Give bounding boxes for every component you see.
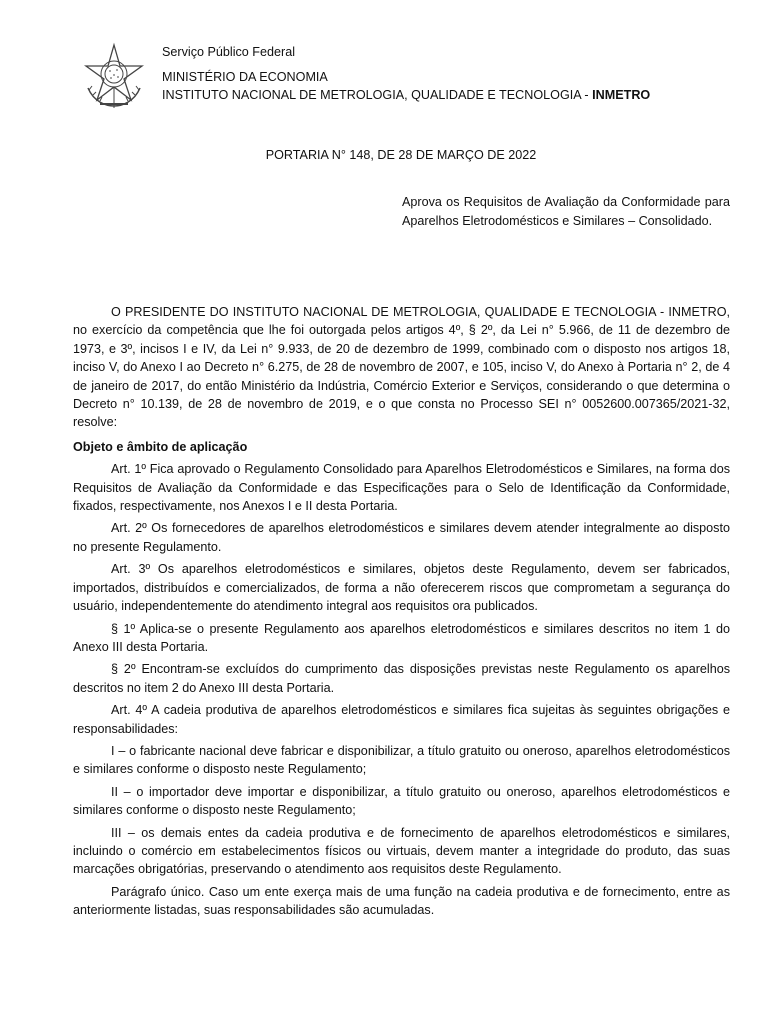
- portaria-title: PORTARIA N° 148, DE 28 DE MARÇO DE 2022: [265, 148, 537, 162]
- article-4-paragraph: Art. 4º A cadeia produtiva de aparelhos eletrodomésticos e similares fica sujeitas às seguintes obrigações e responsabilidades:: [73, 703, 730, 736]
- article-2-paragraph: Art. 2º Os fornecedores de aparelhos eletrodomésticos e similares devem atender integralmente ao disposto no presente Regulamento.: [73, 521, 730, 554]
- article-3-paragraph-2: § 2º Encontram-se excluídos do cumprimento das disposições previstas neste Regulamento os aparelhos descritos no item 2 do Anexo III desta Portaria.: [73, 662, 730, 695]
- header-ministry-line: MINISTÉRIO DA ECONOMIA: [162, 70, 328, 84]
- header-institute-name: INSTITUTO NACIONAL DE METROLOGIA, QUALIDADE E TECNOLOGIA -: [162, 88, 593, 102]
- article-4-item-i: I – o fabricante nacional deve fabricar e disponibilizar, a título gratuito ou oneroso, aparelhos eletrodomésticos e similares conforme o disposto neste Regulamento;: [73, 743, 730, 777]
- header-service-line: Serviço Público Federal: [162, 45, 295, 59]
- article-4-item-iii: III – os demais entes da cadeia produtiva e de fornecimento de aparelhos eletrodomésticos e similares, incluindo o comércio em estabelecimentos físicos ou virtuais, devem manter a integridade do produto, das suas marcações obrigatórias, preservando o atendimento aos requisitos deste Regulamento.: [73, 825, 730, 877]
- header-institute-line: [162, 86, 650, 104]
- brazil-coat-of-arms-icon: [80, 42, 148, 110]
- article-4-item-ii: II – o importador deve importar e disponibilizar, a título gratuito ou oneroso, aparelhos eletrodomésticos e similares conforme o disposto neste Regulamento;: [73, 784, 730, 818]
- article-4-single-paragraph: Parágrafo único. Caso um ente exerça mais de uma função na cadeia produtiva e de fornecimento, entre as anteriormente listadas, suas responsabilidades são acumuladas.: [73, 884, 730, 918]
- header-institute-acronym: INMETRO: [592, 88, 651, 102]
- article-3-paragraph-1: § 1º Aplica-se o presente Regulamento aos aparelhos eletrodomésticos e similares descritos no item 1 do Anexo III desta Portaria.: [73, 621, 730, 654]
- article-1-paragraph: Art. 1º Fica aprovado o Regulamento Consolidado para Aparelhos Eletrodomésticos e Similares, na forma dos Requisitos de Avaliação da Conformidade e das Especificações para o Selo de Identificação da Conformidade, fixados, respectivamente, nos Anexos I e II desta Portaria.: [73, 462, 730, 514]
- ementa-summary: Aprova os Requisitos de Avaliação da Conformidade para Aparelhos Eletrodomésticos e Similares – Consolidado.: [402, 195, 730, 228]
- document-body: [73, 303, 730, 924]
- preamble-paragraph: O PRESIDENTE DO INSTITUTO NACIONAL DE METROLOGIA, QUALIDADE E TECNOLOGIA - INMETRO, no exercício da competência que lhe foi outorgada pelos artigos 4º, § 2º, da Lei n° 5.966, de 11 de dezembro de 1973, e 3º, incisos I e IV, da Lei n° 9.933, de 20 de dezembro de 1999, combinado com o disposto nos artigos 18, inciso V, do Anexo I ao Decreto n° 6.275, de 28 de novembro de 2007, e 105, inciso V, do Anexo à Portaria n° 2, de 4 de janeiro de 2017, do então Ministério da Indústria, Comércio Exterior e Serviços, considerando o que determina o Decreto n° 10.139, de 28 de novembro de 2019, e o que consta no Processo SEI n° 0052600.007365/2021-32, resolve:: [73, 305, 730, 430]
- article-3-paragraph: Art. 3º Os aparelhos eletrodomésticos e similares, objetos deste Regulamento, devem ser fabricados, importados, distribuídos e comercializados, de forma a não oferecerem riscos que comprometam a segurança do usuário, independentemente do atendimento integral aos requisitos ora publicados.: [73, 562, 730, 614]
- section-heading: Objeto e âmbito de aplicação: [73, 439, 248, 454]
